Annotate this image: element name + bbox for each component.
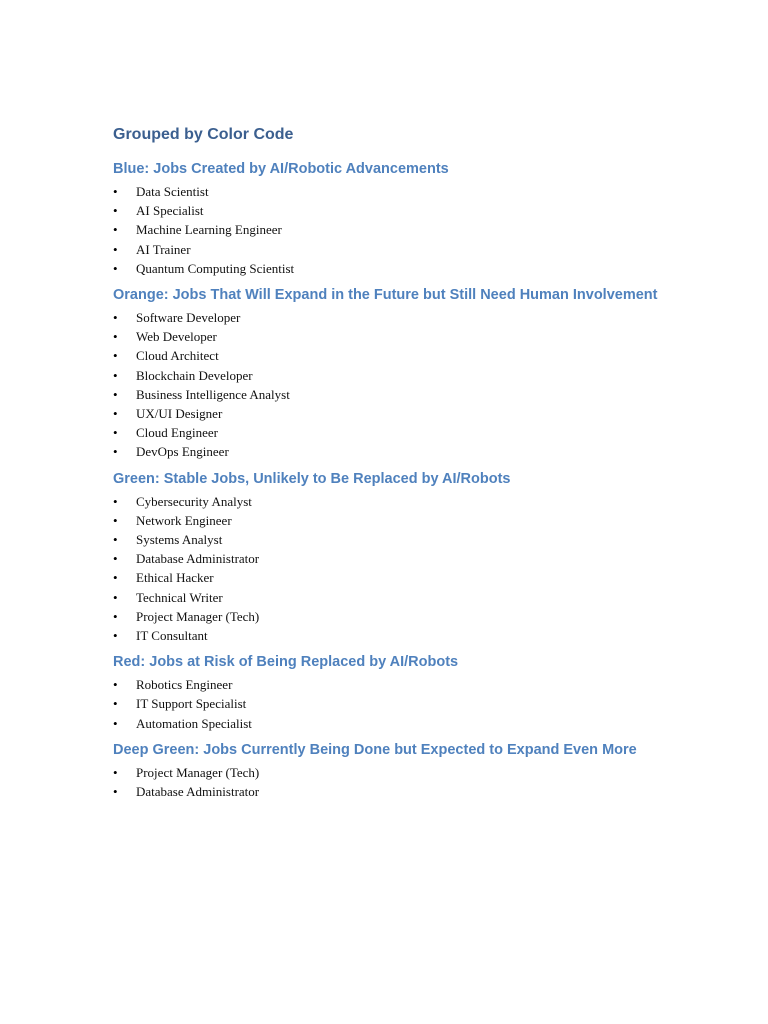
job-title: DevOps Engineer — [136, 444, 229, 460]
job-title: Project Manager (Tech) — [136, 608, 260, 624]
list-item — [113, 423, 733, 442]
list-item — [113, 549, 733, 568]
list-item — [113, 694, 733, 713]
bullet-icon: • — [113, 715, 118, 731]
job-title: Database Administrator — [136, 784, 260, 800]
bullet-icon: • — [113, 329, 118, 345]
job-title: Machine Learning Engineer — [136, 222, 282, 238]
list-item — [113, 327, 733, 346]
bullet-icon: • — [113, 696, 118, 712]
bullet-icon: • — [113, 348, 118, 364]
bullet-icon: • — [113, 184, 118, 199]
list-item — [113, 675, 733, 694]
section-heading: Blue: Jobs Created by AI/Robotic Advancements — [113, 161, 449, 177]
section — [113, 159, 733, 278]
bullet-icon: • — [113, 589, 118, 605]
bullet-icon: • — [113, 425, 118, 441]
bullet-icon: • — [113, 493, 118, 509]
bullet-icon: • — [113, 608, 118, 624]
job-title: Robotics Engineer — [136, 677, 233, 693]
bullet-icon: • — [113, 406, 118, 422]
section-heading: Red: Jobs at Risk of Being Replaced by AI/Robots — [113, 654, 459, 671]
job-title: Data Scientist — [136, 184, 209, 199]
list-item — [113, 259, 733, 278]
job-title: Business Intelligence Analyst — [136, 386, 290, 402]
job-title: Systems Analyst — [136, 532, 223, 548]
sections-container — [113, 159, 733, 801]
bullet-icon: • — [113, 551, 118, 567]
section-heading: Green: Stable Jobs, Unlikely to Be Replaced by AI/Robots — [113, 470, 511, 487]
job-title: Automation Specialist — [136, 715, 252, 731]
list-item — [113, 607, 733, 626]
list-item — [113, 588, 733, 607]
section-heading: Deep Green: Jobs Currently Being Done but Expected to Expand Even More — [113, 741, 637, 758]
bullet-icon: • — [113, 628, 118, 644]
job-title: IT Consultant — [136, 628, 208, 644]
job-title: AI Trainer — [136, 241, 191, 257]
job-title: Quantum Computing Scientist — [136, 260, 295, 276]
job-list — [113, 308, 733, 462]
list-item — [113, 763, 733, 782]
document-title: Grouped by Color Code — [113, 126, 294, 143]
list-item — [113, 240, 733, 259]
job-title: Ethical Hacker — [136, 570, 214, 586]
section — [113, 285, 733, 462]
section — [113, 469, 733, 646]
job-title: Web Developer — [136, 329, 217, 345]
job-title: IT Support Specialist — [136, 696, 247, 712]
bullet-icon: • — [113, 570, 118, 586]
job-title: Project Manager (Tech) — [136, 764, 260, 780]
list-item — [113, 714, 733, 733]
job-title: UX/UI Designer — [136, 406, 223, 422]
list-item — [113, 442, 733, 461]
list-item — [113, 404, 733, 423]
job-list — [113, 182, 733, 278]
list-item — [113, 530, 733, 549]
job-list — [113, 763, 733, 801]
job-title: AI Specialist — [136, 203, 204, 219]
job-list — [113, 492, 733, 646]
list-item — [113, 346, 733, 365]
job-title: Software Developer — [136, 310, 241, 326]
job-title: Database Administrator — [136, 551, 260, 567]
list-item — [113, 308, 733, 327]
job-title: Technical Writer — [136, 589, 223, 605]
job-list — [113, 675, 733, 733]
bullet-icon: • — [113, 512, 118, 528]
job-title: Cloud Engineer — [136, 425, 218, 441]
section — [113, 652, 733, 733]
list-item — [113, 511, 733, 530]
bullet-icon: • — [113, 203, 118, 219]
section — [113, 740, 733, 801]
document-content — [113, 125, 733, 808]
list-item — [113, 782, 733, 801]
list-item — [113, 366, 733, 385]
bullet-icon: • — [113, 367, 118, 383]
job-title: Cloud Architect — [136, 348, 219, 364]
bullet-icon: • — [113, 222, 118, 238]
list-item — [113, 201, 733, 220]
bullet-icon: • — [113, 784, 118, 800]
list-item — [113, 220, 733, 239]
bullet-icon: • — [113, 764, 118, 780]
job-title: Cybersecurity Analyst — [136, 493, 252, 509]
bullet-icon: • — [113, 386, 118, 402]
job-title: Blockchain Developer — [136, 367, 253, 383]
list-item — [113, 492, 733, 511]
bullet-icon: • — [113, 677, 118, 693]
bullet-icon: • — [113, 241, 118, 257]
section-heading: Orange: Jobs That Will Expand in the Future but Still Need Human Involvement — [113, 287, 658, 304]
bullet-icon: • — [113, 310, 118, 326]
bullet-icon: • — [113, 532, 118, 548]
list-item — [113, 385, 733, 404]
list-item — [113, 182, 733, 201]
job-title: Network Engineer — [136, 512, 232, 528]
list-item — [113, 626, 733, 645]
list-item — [113, 568, 733, 587]
bullet-icon: • — [113, 260, 118, 276]
bullet-icon: • — [113, 444, 118, 460]
